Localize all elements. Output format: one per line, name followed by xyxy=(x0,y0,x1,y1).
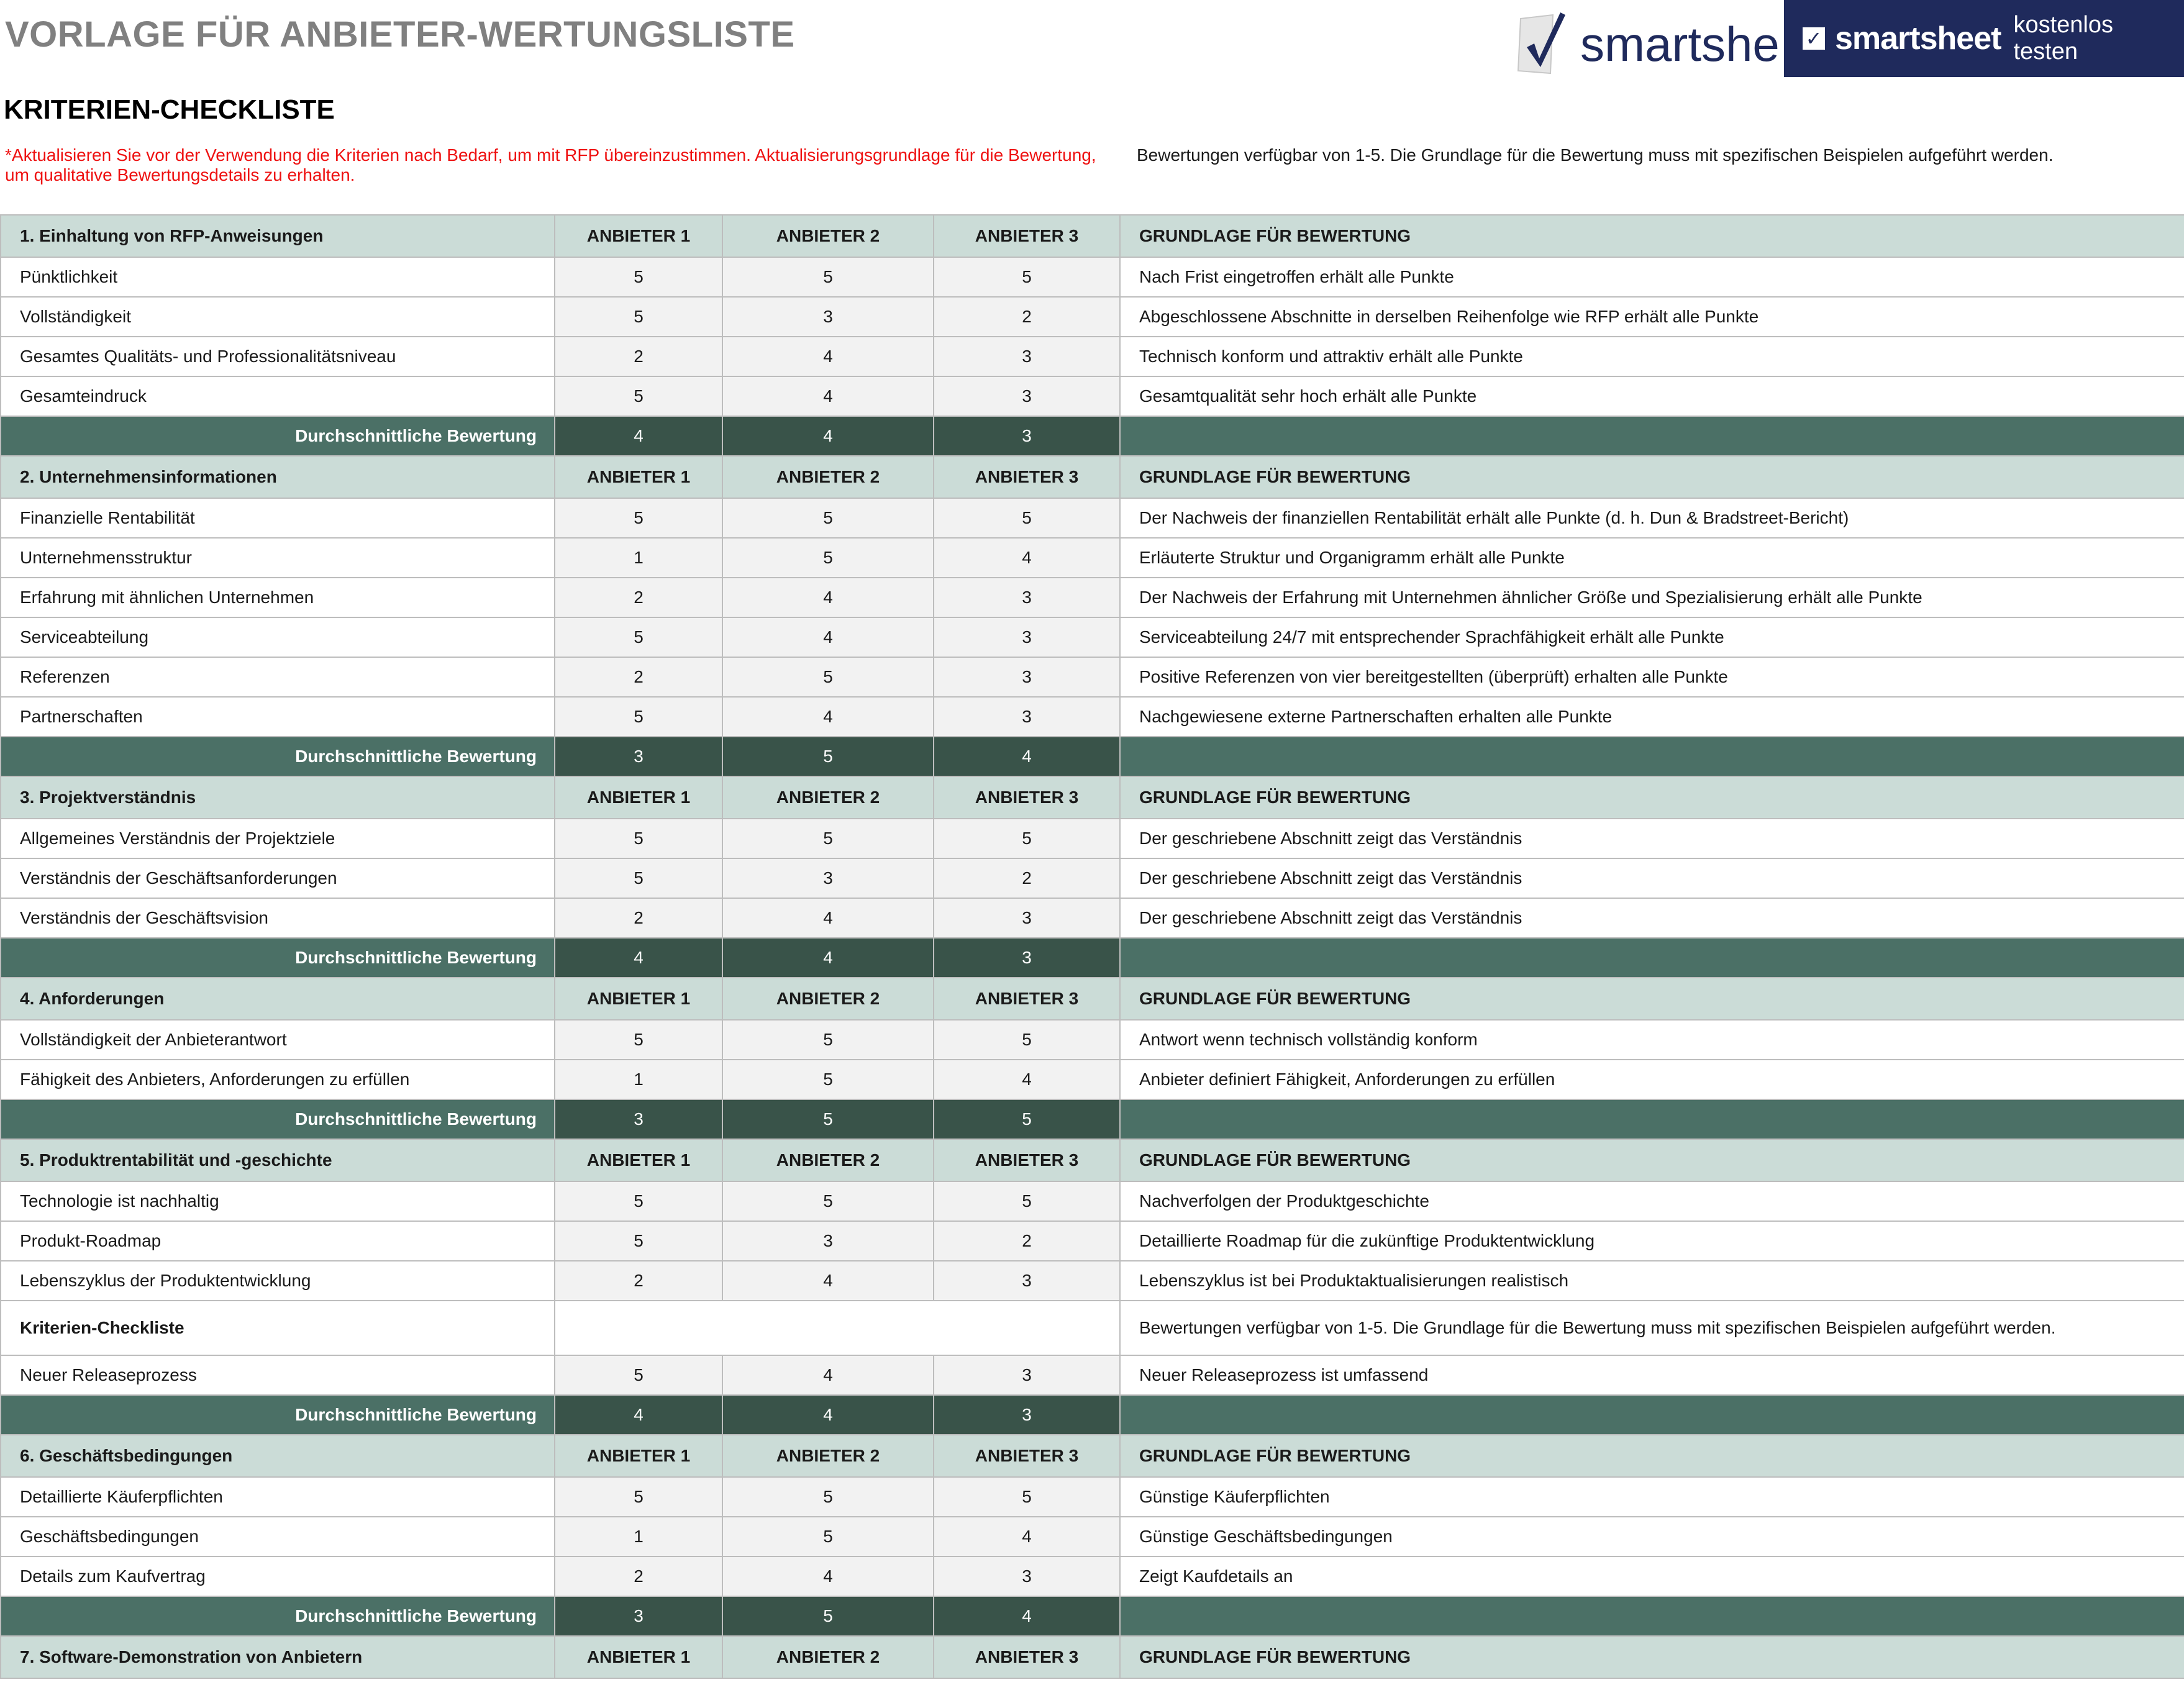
section-header-row xyxy=(1,1139,2184,1181)
basis-cell[interactable]: Der Nachweis der Erfahrung mit Unternehmen ähnlicher Größe und Spezialisierung erhält alle Punkte xyxy=(1120,578,2184,617)
average-row xyxy=(1,1099,2184,1139)
vendor-3-average: 5 xyxy=(934,1099,1120,1139)
vendor-2-header: ANBIETER 2 xyxy=(722,1139,934,1181)
vendor-3-average: 4 xyxy=(934,737,1120,776)
section-title: 7. Software-Demonstration von Anbietern xyxy=(1,1636,555,1678)
average-row xyxy=(1,1395,2184,1435)
basis-cell[interactable]: Antwort wenn technisch vollständig konform xyxy=(1120,1020,2184,1060)
average-label: Durchschnittliche Bewertung xyxy=(1,1596,555,1636)
criteria-row xyxy=(1,1060,2184,1099)
section-title: 1. Einhaltung von RFP-Anweisungen xyxy=(1,215,555,257)
vendor-2-header: ANBIETER 2 xyxy=(722,1435,934,1477)
criteria-label[interactable]: Erfahrung mit ähnlichen Unternehmen xyxy=(1,578,555,617)
vendor-1-average: 4 xyxy=(555,1395,722,1435)
basis-cell[interactable]: Positive Referenzen von vier bereitgestellten (überprüft) erhalten alle Punkte xyxy=(1120,657,2184,697)
vendor-3-score[interactable]: 5 xyxy=(934,1020,1120,1060)
vendor-2-score[interactable]: 5 xyxy=(722,657,934,697)
basis-cell[interactable]: Neuer Releaseprozess ist umfassend xyxy=(1120,1355,2184,1395)
vendor-3-score[interactable]: 2 xyxy=(934,1221,1120,1261)
average-row xyxy=(1,416,2184,456)
basis-header: GRUNDLAGE FÜR BEWERTUNG xyxy=(1120,1139,2184,1181)
section-title: 6. Geschäftsbedingungen xyxy=(1,1435,555,1477)
criteria-note-row xyxy=(1,1301,2184,1355)
criteria-label[interactable]: Unternehmensstruktur xyxy=(1,538,555,578)
vendor-2-score[interactable]: 4 xyxy=(722,1557,934,1596)
section-header-row xyxy=(1,978,2184,1020)
vendor-1-score[interactable]: 2 xyxy=(555,1261,722,1301)
criteria-label[interactable]: Technologie ist nachhaltig xyxy=(1,1181,555,1221)
vendor-1-header: ANBIETER 1 xyxy=(555,978,722,1020)
vendor-3-score[interactable]: 4 xyxy=(934,1060,1120,1099)
vendor-3-header: ANBIETER 3 xyxy=(934,1435,1120,1477)
criteria-row xyxy=(1,1261,2184,1301)
basis-cell[interactable]: Anbieter definiert Fähigkeit, Anforderungen zu erfüllen xyxy=(1120,1060,2184,1099)
vendor-3-score[interactable]: 5 xyxy=(934,819,1120,858)
vendor-3-score[interactable]: 2 xyxy=(934,297,1120,337)
criteria-label[interactable]: Geschäftsbedingungen xyxy=(1,1517,555,1557)
basis-header: GRUNDLAGE FÜR BEWERTUNG xyxy=(1120,456,2184,498)
criteria-row xyxy=(1,578,2184,617)
vendor-3-score[interactable]: 3 xyxy=(934,1355,1120,1395)
basis-cell[interactable]: Zeigt Kaufdetails an xyxy=(1120,1557,2184,1596)
vendor-3-header: ANBIETER 3 xyxy=(934,776,1120,819)
vendor-1-score[interactable]: 2 xyxy=(555,657,722,697)
vendor-1-score[interactable]: 5 xyxy=(555,1020,722,1060)
page-title: VORLAGE FÜR ANBIETER-WERTUNGSLISTE xyxy=(5,14,795,55)
vendor-2-score[interactable]: 4 xyxy=(722,617,934,657)
vendor-2-score[interactable]: 5 xyxy=(722,1477,934,1517)
vendor-3-header: ANBIETER 3 xyxy=(934,215,1120,257)
vendor-3-score[interactable]: 3 xyxy=(934,898,1120,938)
basis-header: GRUNDLAGE FÜR BEWERTUNG xyxy=(1120,1636,2184,1678)
criteria-label[interactable]: Finanzielle Rentabilität xyxy=(1,498,555,538)
vendor-1-score[interactable]: 2 xyxy=(555,1557,722,1596)
criteria-row xyxy=(1,1355,2184,1395)
criteria-label[interactable]: Serviceabteilung xyxy=(1,617,555,657)
criteria-table xyxy=(0,214,2184,1679)
basis-cell[interactable]: Günstige Käuferpflichten xyxy=(1120,1477,2184,1517)
criteria-label[interactable]: Partnerschaften xyxy=(1,697,555,737)
vendor-2-average: 4 xyxy=(722,1395,934,1435)
basis-cell[interactable]: Der geschriebene Abschnitt zeigt das Verständnis xyxy=(1120,898,2184,938)
section-title: 3. Projektverständnis xyxy=(1,776,555,819)
vendor-3-score[interactable]: 3 xyxy=(934,1261,1120,1301)
basis-cell[interactable]: Günstige Geschäftsbedingungen xyxy=(1120,1517,2184,1557)
basis-cell[interactable]: Lebenszyklus ist bei Produktaktualisierungen realistisch xyxy=(1120,1261,2184,1301)
vendor-1-score[interactable]: 5 xyxy=(555,1221,722,1261)
vendor-2-header: ANBIETER 2 xyxy=(722,456,934,498)
vendor-3-score[interactable]: 5 xyxy=(934,257,1120,297)
vendor-1-header: ANBIETER 1 xyxy=(555,1435,722,1477)
basis-cell[interactable]: Detaillierte Roadmap für die zukünftige Produktentwicklung xyxy=(1120,1221,2184,1261)
basis-cell[interactable]: Bewertungen verfügbar von 1-5. Die Grundlage für die Bewertung muss mit spezifischen Beispielen aufgeführt werden. xyxy=(1120,1301,2184,1355)
vendor-1-score[interactable]: 5 xyxy=(555,376,722,416)
vendor-3-score[interactable]: 3 xyxy=(934,697,1120,737)
vendor-2-score[interactable]: 4 xyxy=(722,898,934,938)
average-label: Durchschnittliche Bewertung xyxy=(1,1099,555,1139)
vendor-2-score[interactable]: 5 xyxy=(722,1181,934,1221)
criteria-row xyxy=(1,538,2184,578)
average-basis-empty xyxy=(1120,416,2184,456)
vendor-1-average: 3 xyxy=(555,1099,722,1139)
vendor-2-header: ANBIETER 2 xyxy=(722,776,934,819)
criteria-row xyxy=(1,858,2184,898)
average-label: Durchschnittliche Bewertung xyxy=(1,938,555,978)
criteria-label[interactable]: Details zum Kaufvertrag xyxy=(1,1557,555,1596)
vendor-1-score[interactable]: 5 xyxy=(555,697,722,737)
vendor-3-average: 3 xyxy=(934,1395,1120,1435)
criteria-label[interactable]: Verständnis der Geschäftsvision xyxy=(1,898,555,938)
vendor-1-header: ANBIETER 1 xyxy=(555,776,722,819)
vendor-2-score[interactable]: 4 xyxy=(722,697,934,737)
average-row xyxy=(1,737,2184,776)
section-title: 2. Unternehmensinformationen xyxy=(1,456,555,498)
average-basis-empty xyxy=(1120,737,2184,776)
average-basis-empty xyxy=(1120,1395,2184,1435)
vendor-2-average: 5 xyxy=(722,1596,934,1636)
criteria-label[interactable]: Vollständigkeit der Anbieterantwort xyxy=(1,1020,555,1060)
basis-cell[interactable]: Nachverfolgen der Produktgeschichte xyxy=(1120,1181,2184,1221)
vendor-2-score[interactable]: 5 xyxy=(722,1517,934,1557)
vendor-3-score[interactable]: 2 xyxy=(934,858,1120,898)
vendor-2-score[interactable]: 4 xyxy=(722,376,934,416)
vendor-2-score[interactable]: 5 xyxy=(722,498,934,538)
vendor-2-average: 5 xyxy=(722,737,934,776)
average-row xyxy=(1,1596,2184,1636)
vendor-1-header: ANBIETER 1 xyxy=(555,456,722,498)
vendor-2-score[interactable]: 3 xyxy=(722,858,934,898)
vendor-1-header: ANBIETER 1 xyxy=(555,215,722,257)
vendor-1-score[interactable]: 5 xyxy=(555,819,722,858)
vendor-3-score[interactable]: 3 xyxy=(934,337,1120,376)
vendor-1-score[interactable]: 5 xyxy=(555,617,722,657)
vendor-2-score[interactable]: 4 xyxy=(722,1261,934,1301)
vendor-1-header: ANBIETER 1 xyxy=(555,1636,722,1678)
criteria-row xyxy=(1,657,2184,697)
average-basis-empty xyxy=(1120,1596,2184,1636)
vendor-1-average: 3 xyxy=(555,737,722,776)
basis-cell[interactable]: Der Nachweis der finanziellen Rentabilität erhält alle Punkte (d. h. Dun & Bradstreet-Bericht) xyxy=(1120,498,2184,538)
criteria-label[interactable]: Neuer Releaseprozess xyxy=(1,1355,555,1395)
vendor-3-score[interactable]: 5 xyxy=(934,1181,1120,1221)
average-label: Durchschnittliche Bewertung xyxy=(1,416,555,456)
average-basis-empty xyxy=(1120,1099,2184,1139)
vendor-1-score[interactable]: 5 xyxy=(555,257,722,297)
basis-cell[interactable]: Technisch konform und attraktiv erhält alle Punkte xyxy=(1120,337,2184,376)
vendor-3-score[interactable]: 4 xyxy=(934,538,1120,578)
criteria-label[interactable]: Gesamteindruck xyxy=(1,376,555,416)
vendor-2-score[interactable]: 4 xyxy=(722,578,934,617)
criteria-label[interactable]: Vollständigkeit xyxy=(1,297,555,337)
vendor-1-score[interactable]: 5 xyxy=(555,1181,722,1221)
check-mark-icon: ✓ xyxy=(1803,27,1825,50)
basis-cell[interactable]: Nachgewiesene externe Partnerschaften erhalten alle Punkte xyxy=(1120,697,2184,737)
vendor-3-header: ANBIETER 3 xyxy=(934,1636,1120,1678)
average-basis-empty xyxy=(1120,938,2184,978)
vendor-1-average: 3 xyxy=(555,1596,722,1636)
criteria-row xyxy=(1,1517,2184,1557)
section-header-row xyxy=(1,1636,2184,1678)
cta-trial-text: kostenlos testen xyxy=(2013,12,2113,65)
criteria-row xyxy=(1,819,2184,858)
criteria-row xyxy=(1,337,2184,376)
basis-header: GRUNDLAGE FÜR BEWERTUNG xyxy=(1120,1435,2184,1477)
vendor-3-score[interactable]: 3 xyxy=(934,1557,1120,1596)
empty-score-cell xyxy=(555,1301,1120,1355)
smartsheet-logo[interactable] xyxy=(1516,6,1783,78)
vendor-2-score[interactable]: 5 xyxy=(722,1060,934,1099)
vendor-1-score[interactable]: 2 xyxy=(555,898,722,938)
vendor-1-score[interactable]: 2 xyxy=(555,578,722,617)
vendor-1-average: 4 xyxy=(555,938,722,978)
vendor-2-score[interactable]: 3 xyxy=(722,297,934,337)
vendor-3-score[interactable]: 3 xyxy=(934,376,1120,416)
basis-cell[interactable]: Abgeschlossene Abschnitte in derselben Reihenfolge wie RFP erhält alle Punkte xyxy=(1120,297,2184,337)
vendor-2-score[interactable]: 5 xyxy=(722,538,934,578)
average-label: Durchschnittliche Bewertung xyxy=(1,1395,555,1435)
vendor-3-average: 3 xyxy=(934,416,1120,456)
vendor-1-average: 4 xyxy=(555,416,722,456)
instructions-note: *Aktualisieren Sie vor der Verwendung die Kriterien nach Bedarf, um mit RFP übereinzustimmen. Aktualisierungsgrundlage für die Bewertung, um qualitative Bewertungsdetails zu erhalten. xyxy=(5,145,1096,184)
vendor-2-average: 4 xyxy=(722,416,934,456)
vendor-1-header: ANBIETER 1 xyxy=(555,1139,722,1181)
free-trial-button[interactable] xyxy=(1784,0,2184,77)
criteria-row xyxy=(1,1181,2184,1221)
vendor-3-score[interactable]: 3 xyxy=(934,657,1120,697)
vendor-3-average: 4 xyxy=(934,1596,1120,1636)
vendor-1-score[interactable]: 2 xyxy=(555,337,722,376)
criteria-row xyxy=(1,617,2184,657)
vendor-3-score[interactable]: 4 xyxy=(934,1517,1120,1557)
criteria-row xyxy=(1,257,2184,297)
basis-cell[interactable]: Nach Frist eingetroffen erhält alle Punkte xyxy=(1120,257,2184,297)
criteria-row xyxy=(1,297,2184,337)
criteria-row xyxy=(1,498,2184,538)
vendor-2-score[interactable]: 5 xyxy=(722,819,934,858)
vendor-2-average: 5 xyxy=(722,1099,934,1139)
criteria-row xyxy=(1,376,2184,416)
criteria-row xyxy=(1,898,2184,938)
vendor-3-header: ANBIETER 3 xyxy=(934,978,1120,1020)
basis-header: GRUNDLAGE FÜR BEWERTUNG xyxy=(1120,978,2184,1020)
vendor-1-score[interactable]: 5 xyxy=(555,858,722,898)
vendor-2-score[interactable]: 3 xyxy=(722,1221,934,1261)
vendor-2-score[interactable]: 5 xyxy=(722,257,934,297)
vendor-2-header: ANBIETER 2 xyxy=(722,978,934,1020)
criteria-row xyxy=(1,697,2184,737)
vendor-1-score[interactable]: 5 xyxy=(555,297,722,337)
vendor-2-score[interactable]: 4 xyxy=(722,337,934,376)
vendor-3-header: ANBIETER 3 xyxy=(934,456,1120,498)
logo-wordmark: smartshe xyxy=(1580,17,1780,71)
vendor-1-score[interactable]: 1 xyxy=(555,1517,722,1557)
vendor-2-average: 4 xyxy=(722,938,934,978)
section-header-row xyxy=(1,776,2184,819)
section-header-row xyxy=(1,456,2184,498)
vendor-3-score[interactable]: 5 xyxy=(934,1477,1120,1517)
vendor-3-header: ANBIETER 3 xyxy=(934,1139,1120,1181)
criteria-label[interactable]: Detaillierte Käuferpflichten xyxy=(1,1477,555,1517)
section-title: 4. Anforderungen xyxy=(1,978,555,1020)
criteria-label[interactable]: Fähigkeit des Anbieters, Anforderungen zu erfüllen xyxy=(1,1060,555,1099)
basis-header: GRUNDLAGE FÜR BEWERTUNG xyxy=(1120,215,2184,257)
basis-cell[interactable]: Serviceabteilung 24/7 mit entsprechender Sprachfähigkeit erhält alle Punkte xyxy=(1120,617,2184,657)
section-header-row xyxy=(1,215,2184,257)
vendor-1-score[interactable]: 5 xyxy=(555,1477,722,1517)
vendor-2-score[interactable]: 4 xyxy=(722,1355,934,1395)
vendor-2-header: ANBIETER 2 xyxy=(722,1636,934,1678)
criteria-label[interactable]: Produkt-Roadmap xyxy=(1,1221,555,1261)
criteria-label[interactable]: Referenzen xyxy=(1,657,555,697)
vendor-1-score[interactable]: 5 xyxy=(555,498,722,538)
criteria-label[interactable]: Gesamtes Qualitäts- und Professionalitätsniveau xyxy=(1,337,555,376)
average-label: Durchschnittliche Bewertung xyxy=(1,737,555,776)
criteria-label[interactable]: Allgemeines Verständnis der Projektziele xyxy=(1,819,555,858)
basis-cell[interactable]: Gesamtqualität sehr hoch erhält alle Punkte xyxy=(1120,376,2184,416)
basis-cell[interactable]: Der geschriebene Abschnitt zeigt das Verständnis xyxy=(1120,858,2184,898)
criteria-row xyxy=(1,1557,2184,1596)
criteria-label[interactable]: Lebenszyklus der Produktentwicklung xyxy=(1,1261,555,1301)
criteria-label[interactable]: Verständnis der Geschäftsanforderungen xyxy=(1,858,555,898)
vendor-2-header: ANBIETER 2 xyxy=(722,215,934,257)
vendor-3-score[interactable]: 5 xyxy=(934,498,1120,538)
vendor-1-score[interactable]: 5 xyxy=(555,1355,722,1395)
section-title: 5. Produktrentabilität und -geschichte xyxy=(1,1139,555,1181)
vendor-1-score[interactable]: 1 xyxy=(555,1060,722,1099)
vendor-3-average: 3 xyxy=(934,938,1120,978)
vendor-2-score[interactable]: 5 xyxy=(722,1020,934,1060)
basis-header: GRUNDLAGE FÜR BEWERTUNG xyxy=(1120,776,2184,819)
section-title: KRITERIEN-CHECKLISTE xyxy=(4,94,335,125)
basis-cell[interactable]: Erläuterte Struktur und Organigramm erhält alle Punkte xyxy=(1120,538,2184,578)
criteria-row xyxy=(1,1477,2184,1517)
criteria-row xyxy=(1,1020,2184,1060)
criteria-label[interactable]: Pünktlichkeit xyxy=(1,257,555,297)
vendor-3-score[interactable]: 3 xyxy=(934,617,1120,657)
check-mark-icon xyxy=(1516,6,1783,78)
criteria-row xyxy=(1,1221,2184,1261)
vendor-1-score[interactable]: 1 xyxy=(555,538,722,578)
criteria-label: Kriterien-Checkliste xyxy=(1,1301,555,1355)
cta-brand: smartsheet xyxy=(1834,20,2001,57)
section-header-row xyxy=(1,1435,2184,1477)
vendor-3-score[interactable]: 3 xyxy=(934,578,1120,617)
average-row xyxy=(1,938,2184,978)
criteria-table-body xyxy=(1,215,2184,1678)
rating-note: Bewertungen verfügbar von 1-5. Die Grundlage für die Bewertung muss mit spezifischen Beispielen aufgeführt werden. xyxy=(1137,145,2054,165)
basis-cell[interactable]: Der geschriebene Abschnitt zeigt das Verständnis xyxy=(1120,819,2184,858)
